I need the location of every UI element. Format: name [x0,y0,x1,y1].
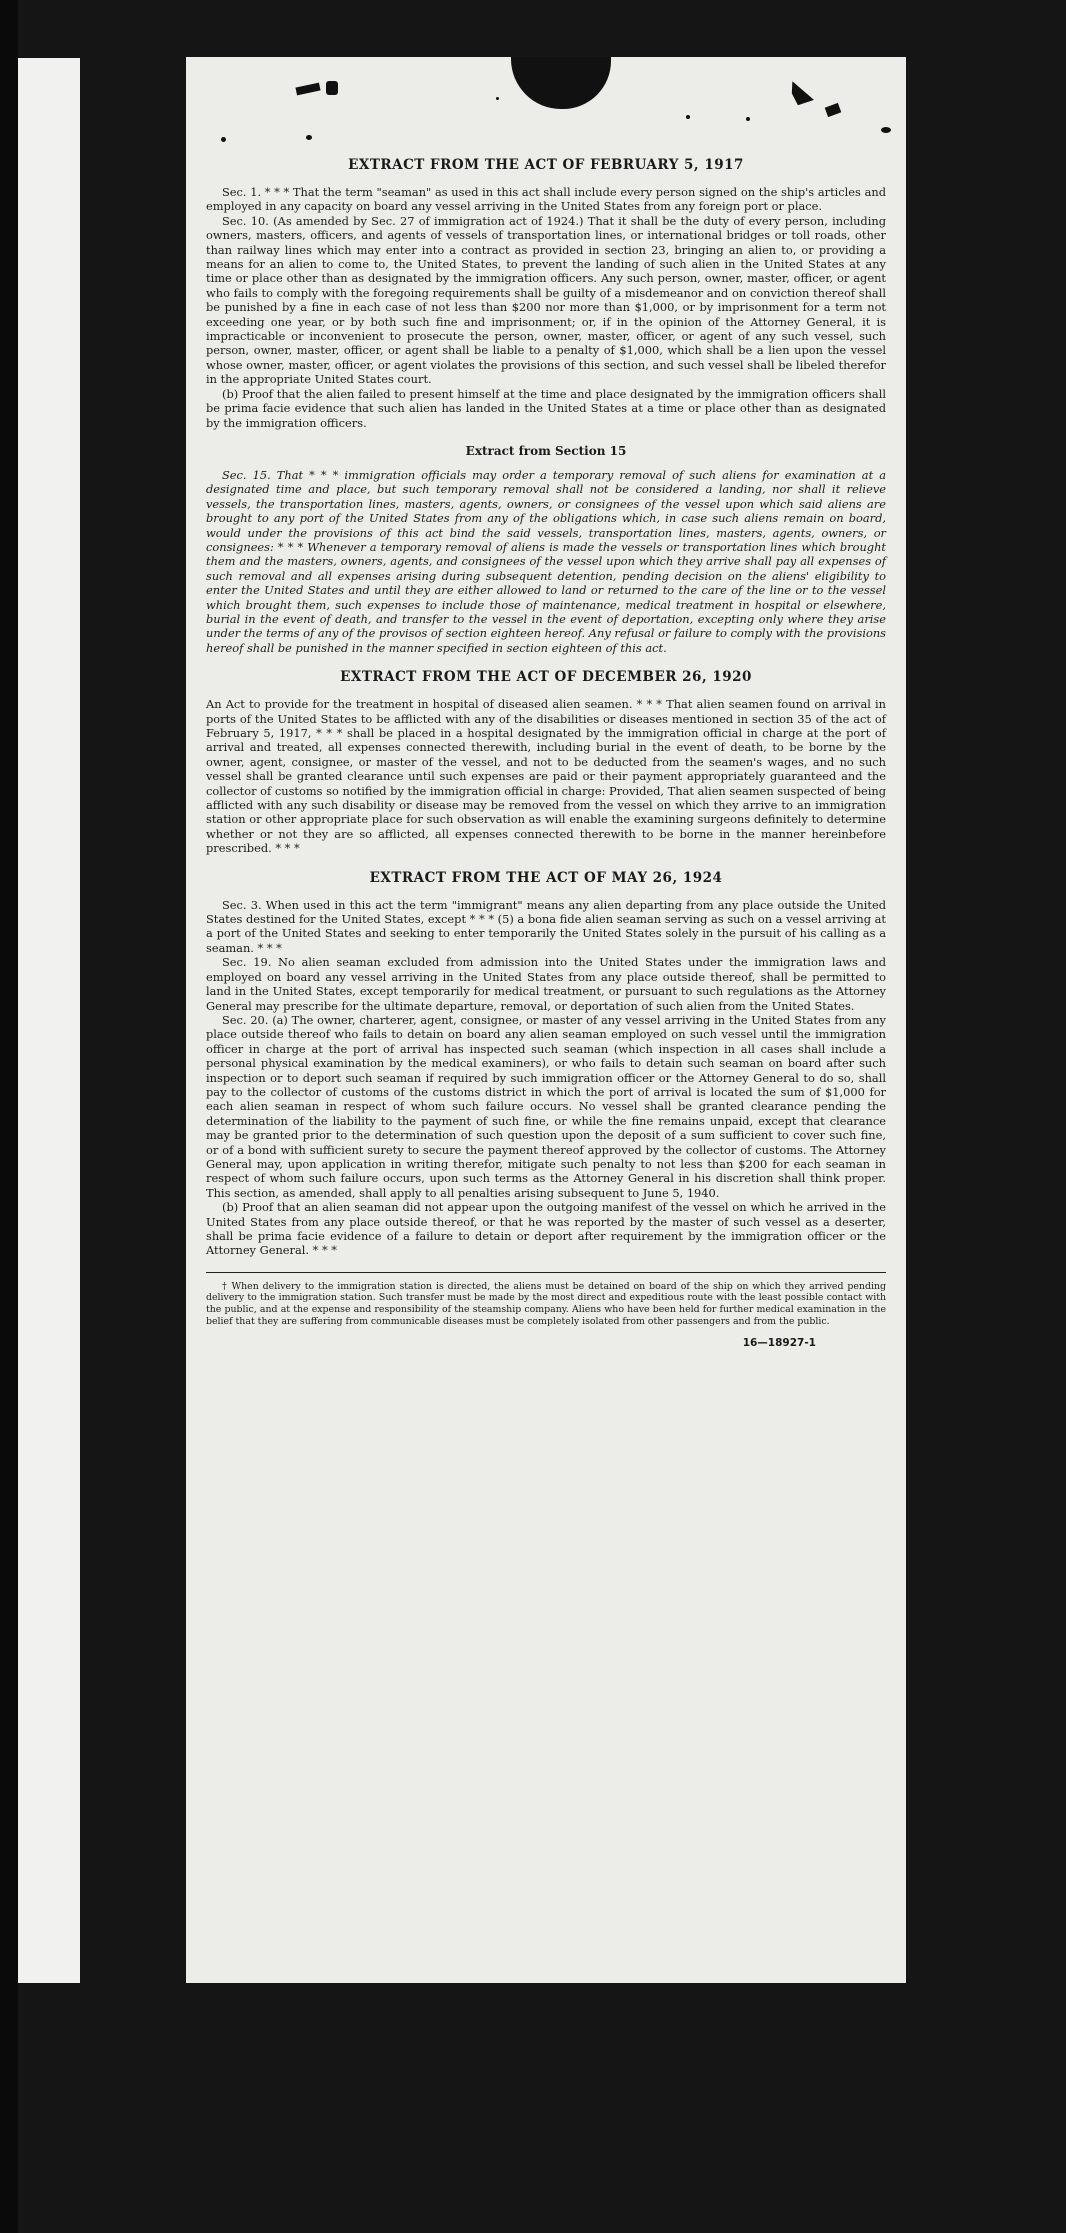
ink-speck [221,137,226,142]
document-page [186,57,906,1983]
paragraph: An Act to provide for the treatment in hospital of diseased alien seamen. * * * That alien seamen found on arrival in ports of the United States to be afflicted with any of the disabilities or diseases mentioned in section 35 of the act of February 5, 1917, * * * shall be placed in a hospital designated by the immigration official in charge at the port of arrival and treated, all expenses connected therewith, including burial in the event of death, to be borne by the owner, agent, consignee, or master of the vessel, and not to be deducted from the seamen's wages, and no such vessel shall be granted clearance until such expenses are paid or their payment appropriately guaranteed and the collector of customs so notified by the immigration official in charge: Provided, That alien seamen suspected of being afflicted with any such disability or disease may be removed from the vessel on which they arrive to an immigration station or other appropriate place for such observation as will enable the examining surgeons definitely to determine whether or not they are so afflicted, all expenses connected therewith to be borne in the manner hereinbefore prescribed. * * * [206,697,886,856]
footnote-divider [206,1272,886,1273]
ink-blot [295,83,320,96]
section-subheading: Extract from Section 15 [465,443,627,458]
section-act-1917 [206,157,886,430]
paragraph: (b) Proof that an alien seaman did not appear upon the outgoing manifest of the vessel on which he arrived in the United States from any place outside thereof, or that he was reported by the master of such vessel as a deserter, shall be prima facie evidence of a failure to detain or deport after requirement by the immigration officer or the Attorney General. * * * [206,1200,886,1258]
section-heading: EXTRACT FROM THE ACT OF DECEMBER 26, 1920 [340,669,752,686]
adjacent-page-strip [18,58,80,1983]
film-edge-left [0,0,18,2233]
paragraph: Sec. 20. (a) The owner, charterer, agent, consignee, or master of any vessel arriving in the United States from any place outside thereof who fails to detain on board any alien seaman employed on such vessel until the immigration officer in charge at the port of arrival has inspected such seaman (which inspection in all cases shall include a personal physical examination by the medical examiners), or who fails to detain such seaman on board after such inspection or to deport such seaman if required by such immigration officer or the Attorney General to do so, shall pay to the collector of customs of the customs district in which the port of arrival is located the sum of $1,000 for each alien seaman in respect of whom such failure occurs. No vessel shall be granted clearance pending the determination of the liability to the payment of such fine, or while the fine remains unpaid, except that clearance may be granted prior to the determination of such question upon the deposit of a sum sufficient to cover such fine, or of a bond with sufficient surety to secure the payment thereof approved by the collector of customs. The Attorney General may, upon application in writing therefor, mitigate such penalty to not less than $200 for each seaman in respect of whom such failure occurs, upon such terms as the Attorney General in his discretion shall think proper. This section, as amended, shall apply to all penalties arising subsequent to June 5, 1940. [206,1012,886,1200]
section-heading: EXTRACT FROM THE ACT OF MAY 26, 1924 [369,869,723,886]
paragraph: Sec. 10. (As amended by Sec. 27 of immigration act of 1924.) That it shall be the duty of every person, including owners, masters, officers, and agents of vessels of transportation lines, or international bridges or toll roads, other than railway lines which may enter into a contract as provided in section 23, bringing an alien to, or providing a means for an alien to come to, the United States, to prevent the landing of such alien in the United States at any time or place other than as designated by the immigration officers. Any such person, owner, master, officer, or agent who fails to comply with the foregoing requirements shall be guilty of a misdemeanor and on conviction thereof shall be punished by a fine in each case of not less than $200 nor more than $1,000, or by imprisonment for a term not exceeding one year, or by both such fine and imprisonment; or, if in the opinion of the Attorney General, it is impracticable or inconvenient to prosecute the person, owner, master, officer, or agent of any such vessel, such person, owner, master, officer, or agent shall be liable to a penalty of $1,000, which shall be a lien upon the vessel whose owner, master, officer, or agent violates the provisions of this section, and such vessel shall be libeled therefor in the appropriate United States court. [206,213,886,387]
form-number: 16—18927-1 [742,1337,816,1350]
paragraph: Sec. 15. That * * * immigration officials may order a temporary removal of such aliens for examination at a designated time and place, but such temporary removal shall not be considered a landing, nor shall it relieve vessels, the transportation lines, masters, agents, owners, or consignees of the vessel upon which said aliens are brought to any port of the United States from any of the obligations which, in case such aliens remain on board, would under the provisions of this act bind the said vessels, transportation lines, masters, agents, owners, or consignees: * * * Whenever a temporary removal of aliens is made the vessels or transportation lines which brought them and the masters, owners, agents, and consignees of the vessel upon which they arrive shall pay all expenses of such removal and all expenses arising during subsequent detention, pending decision on the aliens' eligibility to enter the United States and until they are either allowed to land or returned to the care of the line or to the vessel which brought them, such expenses to include those of maintenance, medical treatment in hospital or elsewhere, burial in the event of death, and transfer to the vessel in the event of deportation, excepting only where they arise under the terms of any of the provisos of section eighteen hereof. Any refusal or failure to comply with the provisions hereof shall be punished in the manner specified in section eighteen of this act. [206,467,886,655]
section-act-1924 [206,870,886,1258]
paragraph: Sec. 3. When used in this act the term "immigrant" means any alien departing from any place outside the United States destined for the United States, except * * * (5) a bona fide alien seaman serving as such on a vessel arriving at a port of the United States and seeking to enter temporarily the United States solely in the pursuit of his calling as a seaman. * * * [206,897,886,955]
ink-blot [783,81,816,111]
ink-speck [686,115,690,119]
ink-blot [825,103,842,117]
ink-speck [881,127,891,133]
paragraph: Sec. 1. * * * That the term "seaman" as used in this act shall include every person signed on the ship's articles and employed in any capacity on board any vessel arriving in the United States from any foreign port or place. [206,185,886,214]
paragraph: (b) Proof that the alien failed to present himself at the time and place designated by the immigration officers shall be prima facie evidence that such alien has landed in the United States at a time or place other than as designated by the immigration officers. [206,386,886,430]
footnote-text: † When delivery to the immigration station is directed, the aliens must be detained on board of the ship on which they arrived pending delivery to the immigration station. Such transfer must be made by the most direct and expeditious route with the least possible contact with the public, and at the expense and responsibility of the steamship company. Aliens who have been held for further medical examination in the belief that they are suffering from communicable diseases must be completely isolated from other passengers and from the public. [206,1280,886,1327]
ink-speck [746,117,750,121]
ink-blot [326,81,338,95]
section-extract-15 [206,444,886,655]
torn-notch [511,57,611,109]
paragraph: Sec. 19. No alien seaman excluded from admission into the United States under the immigration laws and employed on board any vessel arriving in the United States from any place outside thereof, shall be permitted to land in the United States, except temporarily for medical treatment, or pursuant to such regulations as the Attorney General may prescribe for the ultimate departure, removal, or deportation of such alien from the United States. [206,955,886,1013]
ink-speck [496,97,499,100]
ink-speck [306,135,312,140]
section-act-1920 [206,669,886,855]
footnote [206,1281,886,1327]
section-heading: EXTRACT FROM THE ACT OF FEBRUARY 5, 1917 [348,157,744,173]
